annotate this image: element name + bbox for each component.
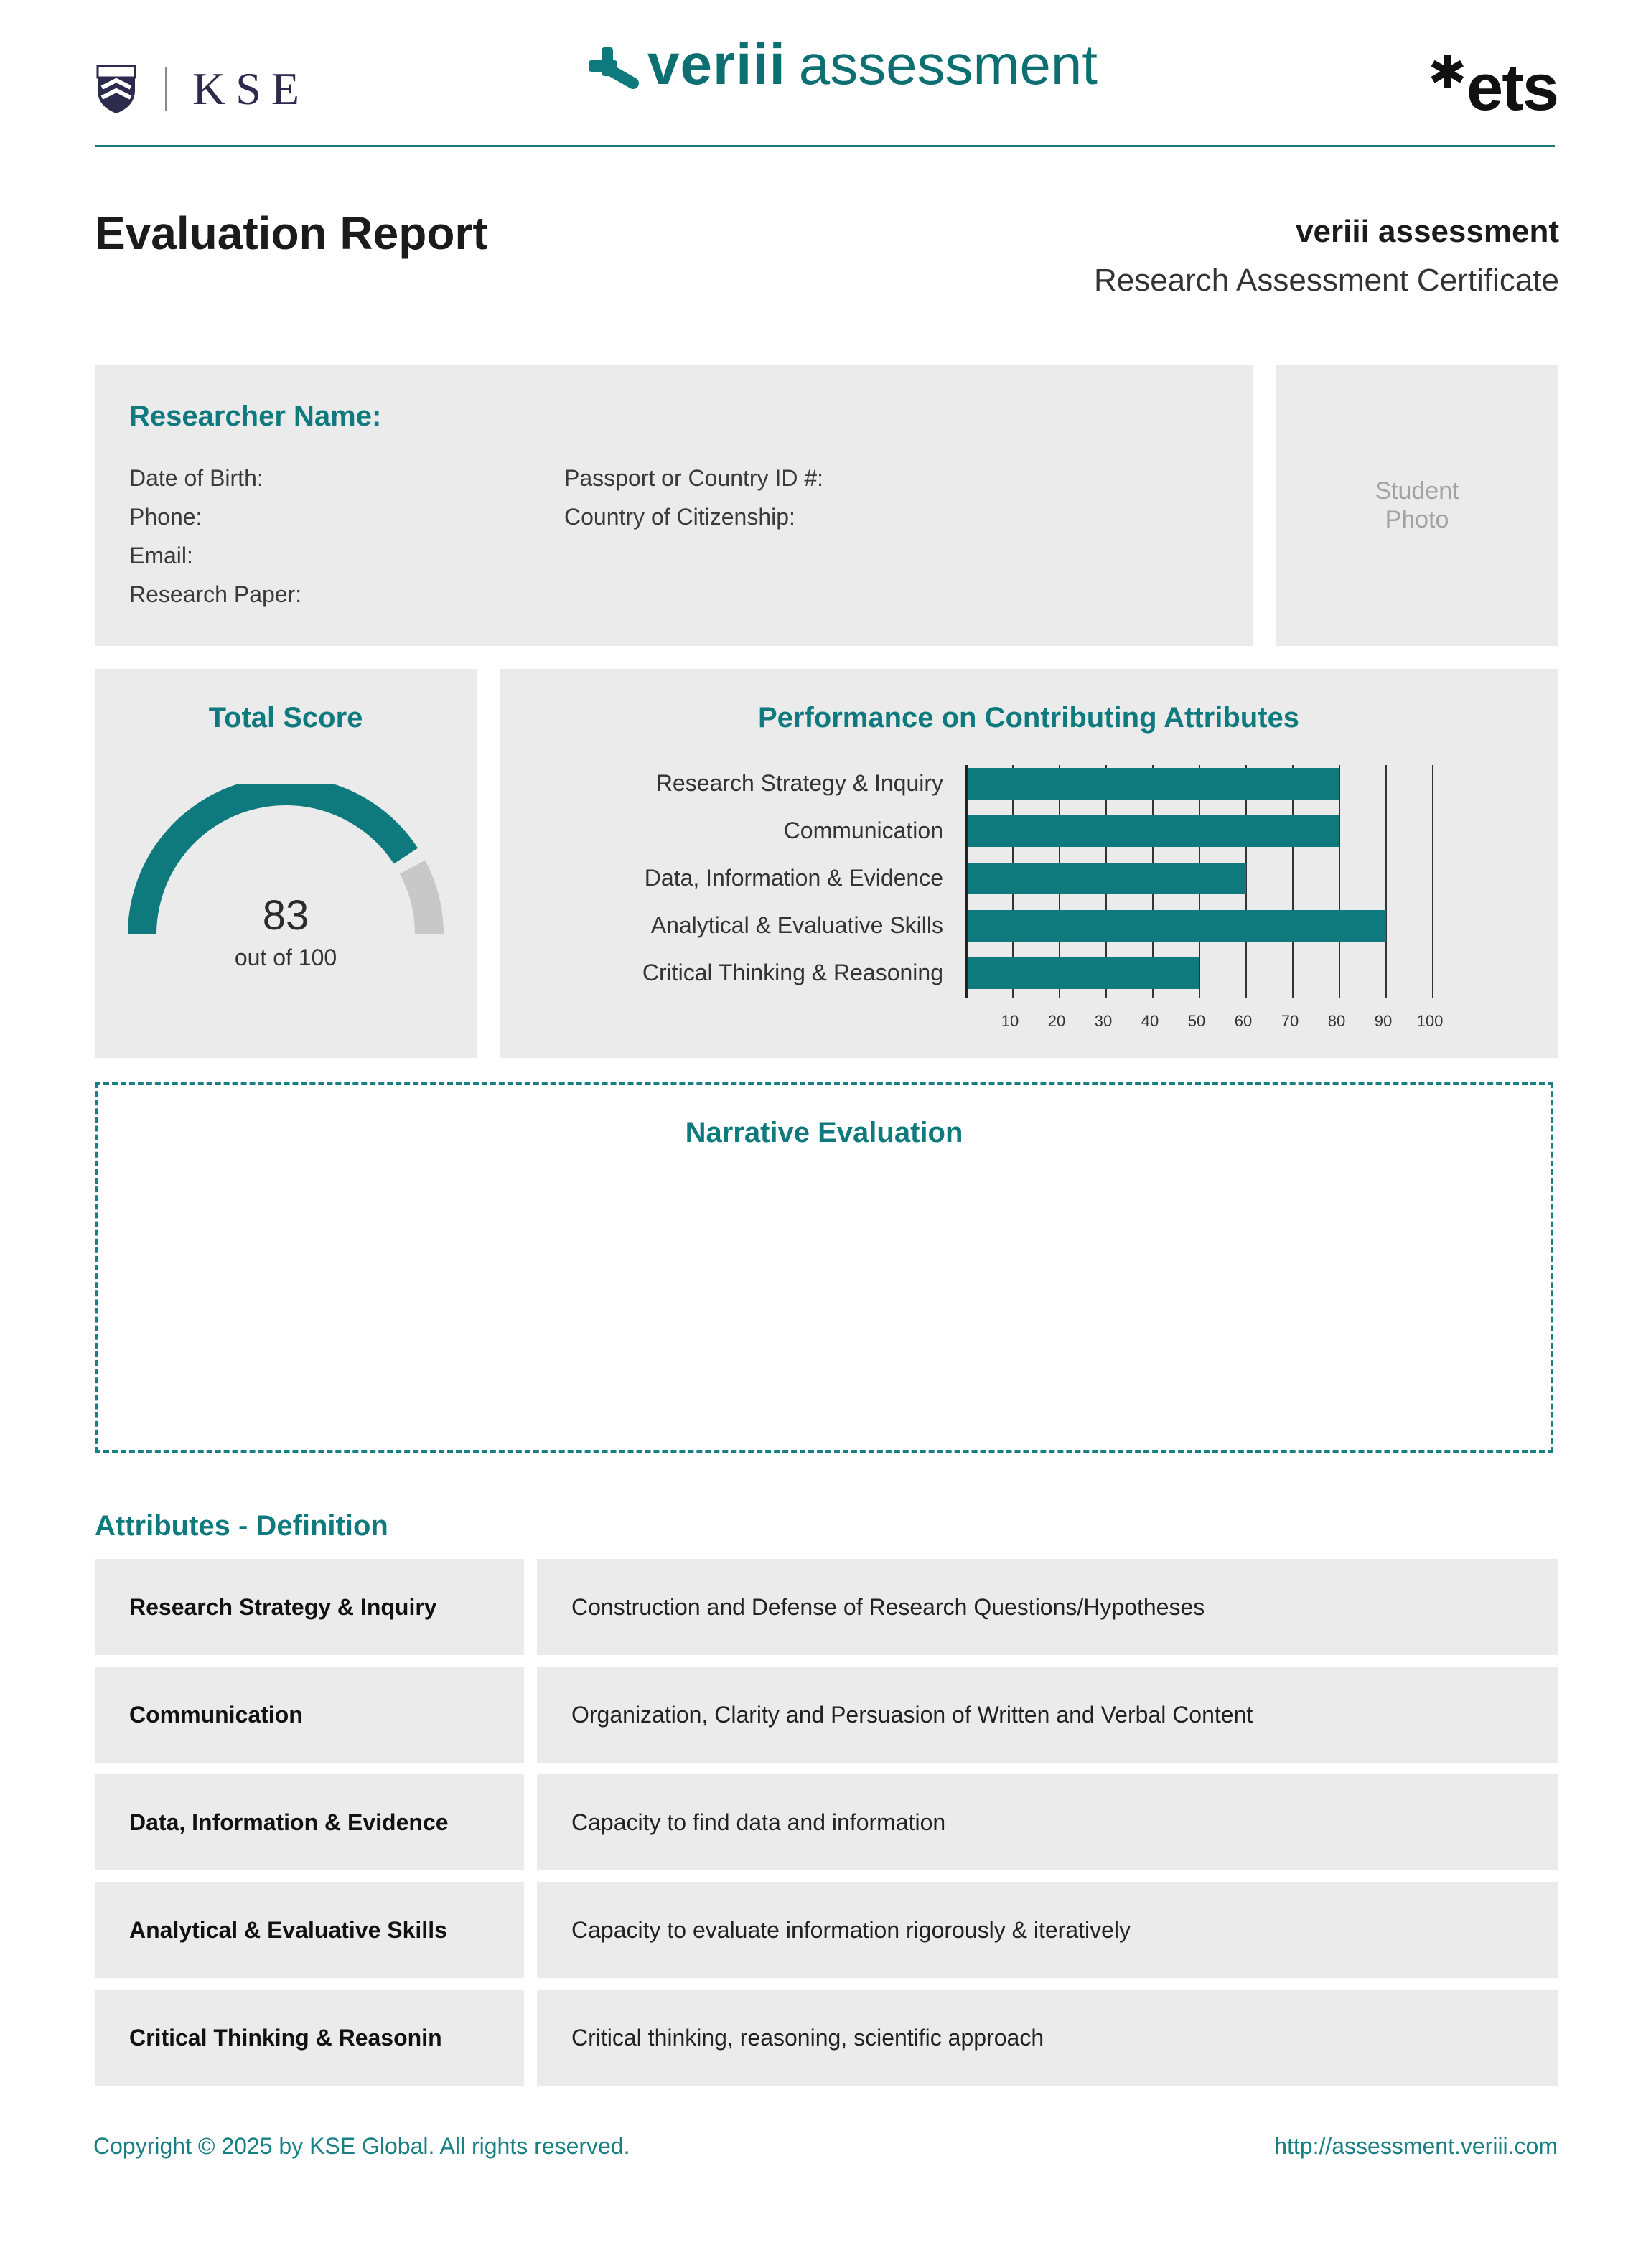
attribute-definition: Critical thinking, reasoning, scientific approach (537, 1990, 1558, 2086)
veriii-cross-icon (589, 47, 639, 98)
dob-label: Date of Birth: (129, 465, 263, 491)
attribute-definition: Construction and Defense of Research Questions/Hypotheses (537, 1559, 1558, 1655)
attribute-row (95, 1667, 1558, 1763)
attribute-definition: Organization, Clarity and Persuasion of Written and Verbal Content (537, 1667, 1558, 1763)
performance-chart-title: Performance on Contributing Attributes (757, 702, 1300, 734)
attribute-row (95, 1559, 1558, 1655)
attribute-row (95, 1882, 1558, 1978)
kse-shield-icon (95, 62, 138, 116)
header-divider (95, 145, 1555, 147)
category-label: Data, Information & Evidence (644, 865, 943, 891)
phone-label: Phone: (129, 504, 202, 530)
asterisk-icon: ✱ (1428, 47, 1466, 98)
logo-divider (165, 67, 167, 111)
ets-logo (1428, 47, 1558, 126)
tick-label: 20 (1047, 1012, 1066, 1030)
attribute-name: Analytical & Evaluative Skills (95, 1882, 524, 1978)
researcher-info-panel (95, 365, 1253, 646)
attribute-name: Data, Information & Evidence (95, 1774, 524, 1870)
total-score-panel (95, 669, 477, 1058)
veriii-logo (589, 32, 1098, 98)
certificate-subtitle: Research Assessment Certificate (1093, 263, 1559, 298)
category-label: Research Strategy & Inquiry (655, 770, 943, 796)
assessment-logo-text: assessment (798, 33, 1098, 96)
researcher-name-label: Researcher Name: (129, 400, 382, 432)
tick-label: 70 (1281, 1012, 1299, 1030)
attribute-row (95, 1774, 1558, 1870)
kse-logo (95, 62, 309, 116)
veriii-logo-text: veriii (647, 32, 786, 96)
tick-label: 30 (1094, 1012, 1113, 1030)
photo-placeholder-line2: Photo (1385, 506, 1449, 533)
total-score-value: 83 (262, 892, 309, 939)
passport-id-label: Passport or Country ID #: (564, 465, 824, 491)
performance-bar-chart (500, 669, 1558, 1058)
page-title: Evaluation Report (95, 207, 488, 259)
email-label: Email: (129, 543, 193, 568)
tick-label: 50 (1187, 1012, 1206, 1030)
attribute-definition: Capacity to find data and information (537, 1774, 1558, 1870)
research-paper-label: Research Paper: (129, 581, 302, 607)
tick-label: 100 (1416, 1012, 1444, 1030)
bar (966, 863, 1246, 894)
narrative-evaluation-box (95, 1082, 1553, 1453)
tick-label: 90 (1374, 1012, 1393, 1030)
category-label: Communication (783, 817, 943, 843)
tick-label: 60 (1234, 1012, 1253, 1030)
attribute-name: Critical Thinking & Reasonin (95, 1990, 524, 2086)
narrative-evaluation-title: Narrative Evaluation (685, 1117, 963, 1148)
bar (966, 768, 1339, 800)
footer-url-link[interactable]: http://assessment.veriii.com (1274, 2133, 1558, 2159)
attribute-name: Research Strategy & Inquiry (95, 1559, 524, 1655)
total-score-title: Total Score (208, 702, 363, 734)
attribute-name: Communication (95, 1667, 524, 1763)
category-label: Analytical & Evaluative Skills (650, 912, 943, 938)
performance-panel (500, 669, 1558, 1058)
attribute-row (95, 1990, 1558, 2086)
tick-label: 40 (1141, 1012, 1159, 1030)
ets-logo-text: ets (1467, 51, 1558, 124)
bar (966, 815, 1339, 847)
kse-logo-text: KSE (192, 63, 309, 114)
category-label: Critical Thinking & Reasoning (642, 960, 943, 985)
citizenship-label: Country of Citizenship: (564, 504, 795, 530)
photo-placeholder-line1: Student (1375, 477, 1459, 505)
bar (966, 910, 1386, 942)
attributes-heading: Attributes - Definition (95, 1510, 388, 1542)
brand-name: veriii assessment (1296, 214, 1559, 249)
tick-label: 80 (1327, 1012, 1346, 1030)
total-score-out-of: out of 100 (234, 945, 337, 970)
student-photo-placeholder (1276, 365, 1558, 646)
attribute-definition: Capacity to evaluate information rigorously & iteratively (537, 1882, 1558, 1978)
copyright-text: Copyright © 2025 by KSE Global. All rights reserved. (93, 2133, 630, 2159)
bar (966, 957, 1199, 989)
tick-label: 10 (1001, 1012, 1019, 1030)
